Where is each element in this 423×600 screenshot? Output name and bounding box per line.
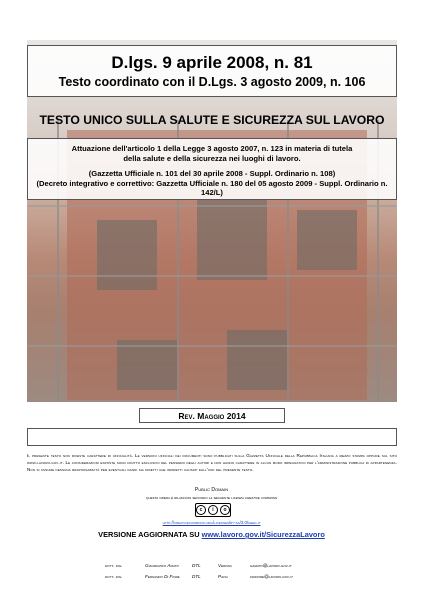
empty-box <box>27 428 397 446</box>
author-row: dott. ing. Gianfranco Amato DTL Verona gamato@lavoro.gov.it <box>105 560 293 571</box>
author-email[interactable]: gamato@lavoro.gov.it <box>250 563 292 568</box>
document-subtitle: Testo coordinato con il D.Lgs. 3 agosto 2009, n. 106 <box>58 75 366 89</box>
attuazione-line-2: della salute e della sicurezza nei luoghi di lavoro. <box>123 153 301 163</box>
cc-license-link[interactable]: http://creativecommons.org/licenses/by-sa/3.0/deed.it <box>162 520 261 525</box>
disclaimer-text: Il presente testo non riveste carattere di ufficialità. Le versioni ufficiali dei documenti sono pubblicati sulla Gazzetta Ufficiale della Repubblica Italiana a mezzo stampa oppure sul sito www.lavoro.gov.it. Le considerazioni esposte sono frutto esclusivo del pensiero degli autori e non hanno carattere in alcun modo impegnativo per l'amministrazione pubblica di appartenenza. Non si assume nessuna responsabilità per eventuali danni sia diretti che indiretti causati dall'uso del presente testo. <box>27 453 397 473</box>
main-heading: TESTO UNICO SULLA SALUTE E SICUREZZA SUL LAVORO <box>39 113 385 127</box>
author-row: dott. ing. Fernando Di Fiore DTL Pavia fdifiore@lavoro.gov.it <box>105 571 293 582</box>
gazzetta-line-2: (Decreto integrativo e correttivo: Gazzetta Ufficiale n. 180 del 05 agosto 2009 - Suppl. Ordinario n. 142/L) <box>36 178 388 197</box>
public-domain-label: Public Domain <box>194 487 229 493</box>
version-link[interactable]: www.lavoro.gov.it/SicurezzaLavoro <box>201 530 325 539</box>
creative-commons-logo-icon[interactable]: c i o <box>195 503 231 517</box>
version-line <box>0 530 423 539</box>
document-title: D.lgs. 9 aprile 2008, n. 81 <box>111 53 313 72</box>
revision-box: Rev. Maggio 2014 <box>139 408 285 423</box>
authors-list <box>105 560 293 582</box>
version-prefix: VERSIONE AGGIORNATA SU <box>98 530 202 539</box>
author-email[interactable]: fdifiore@lavoro.gov.it <box>250 574 293 579</box>
attuazione-box <box>27 138 397 200</box>
cc-notice: questa opera è rilasciata secondo la seguente licenza creative commons <box>146 495 277 500</box>
attuazione-line-1: Attuazione dell'articolo 1 della Legge 3 agosto 2007, n. 123 in materia di tutela <box>71 144 353 153</box>
title-box <box>27 45 397 97</box>
gazzetta-line-1: (Gazzetta Ufficiale n. 101 del 30 aprile 2008 - Suppl. Ordinario n. 108) <box>88 169 336 178</box>
